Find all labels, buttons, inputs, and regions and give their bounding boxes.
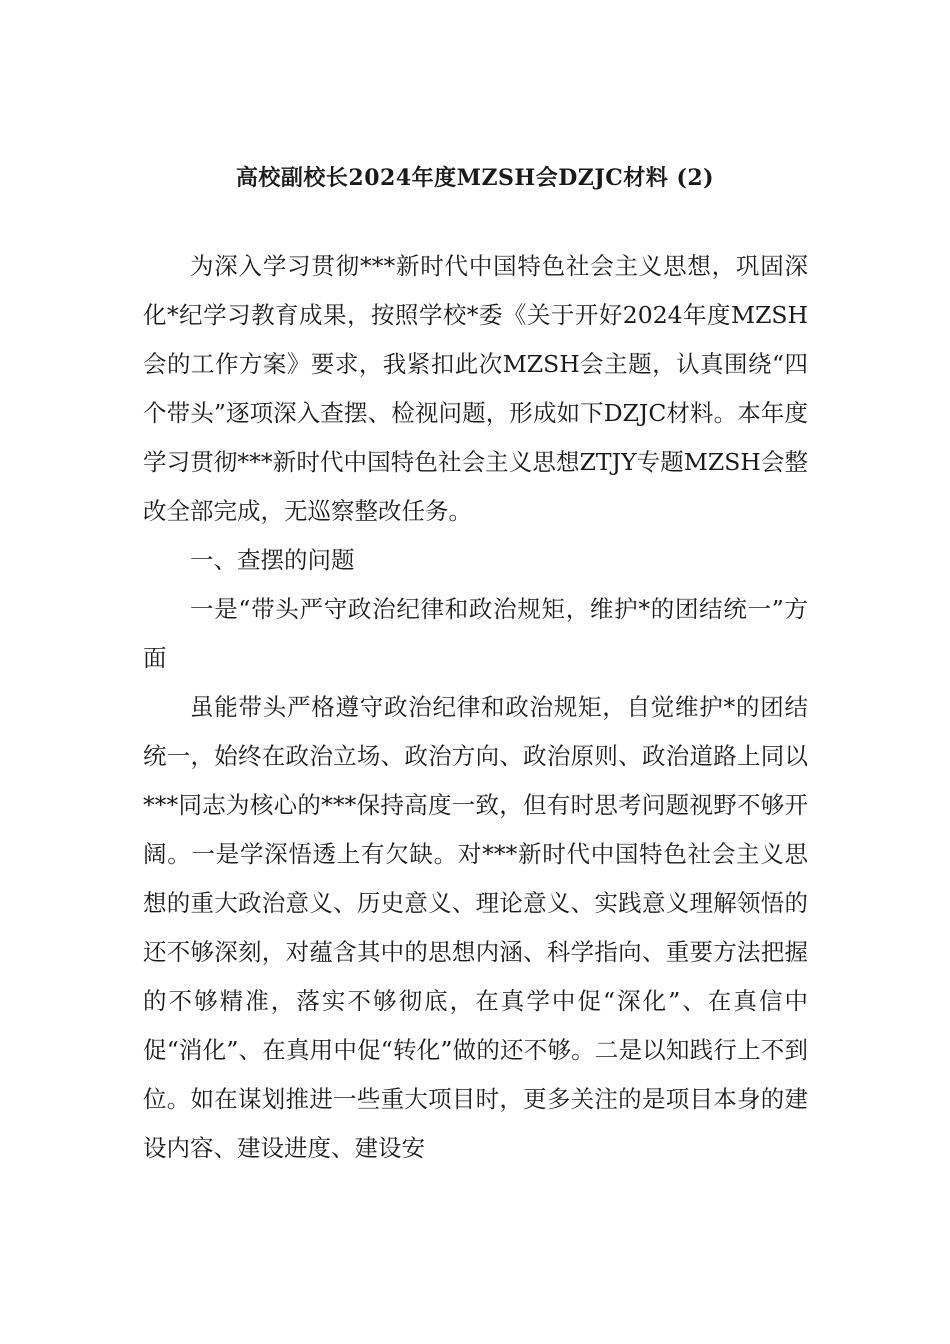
subheading-political-discipline: 一是“带头严守政治纪律和政治规矩，维护*的团结统一”方面	[143, 595, 808, 672]
paragraph-political-discipline: 虽能带头严格遵守政治纪律和政治规矩，自觉维护*的团结统一，始终在政治立场、政治方向、政治原则、政治道路上同以***同志为核心的***保持高度一致，但有时思考问题视野不够开阔。一是学深悟透上有欠缺。对***新时代中国特色社会主义思想的重大政治意义、历史意义、理论意义、实践意义理解领悟的还不够深刻，对蕴含其中的思想内涵、科学指向、重要方法把握的不够精准，落实不够彻底，在真学中促“深化”、在真信中促“消化”、在真用中促“转化”做的还不够。二是以知践行上不到位。如在谋划推进一些重大项目时，更多关注的是项目本身的建设内容、建设进度、建设安	[143, 693, 808, 1162]
section-heading-problems: 一、查摆的问题	[190, 546, 355, 574]
document-title: 高校副校长2024年度MZSH会DZJC材料 (2)	[235, 165, 715, 191]
document-body	[143, 242, 808, 1173]
paragraph-intro: 为深入学习贯彻***新时代中国特色社会主义思想，巩固深化*纪学习教育成果，按照学校*委《关于开好2024年度MZSH会的工作方案》要求，我紧扣此次MZSH会主题，认真围绕“四个带头”逐项深入查摆、检视问题，形成如下DZJC材料。本年度学习贯彻***新时代中国特色社会主义思想ZTJY专题MZSH会整改全部完成，无巡察整改任务。	[143, 252, 808, 525]
